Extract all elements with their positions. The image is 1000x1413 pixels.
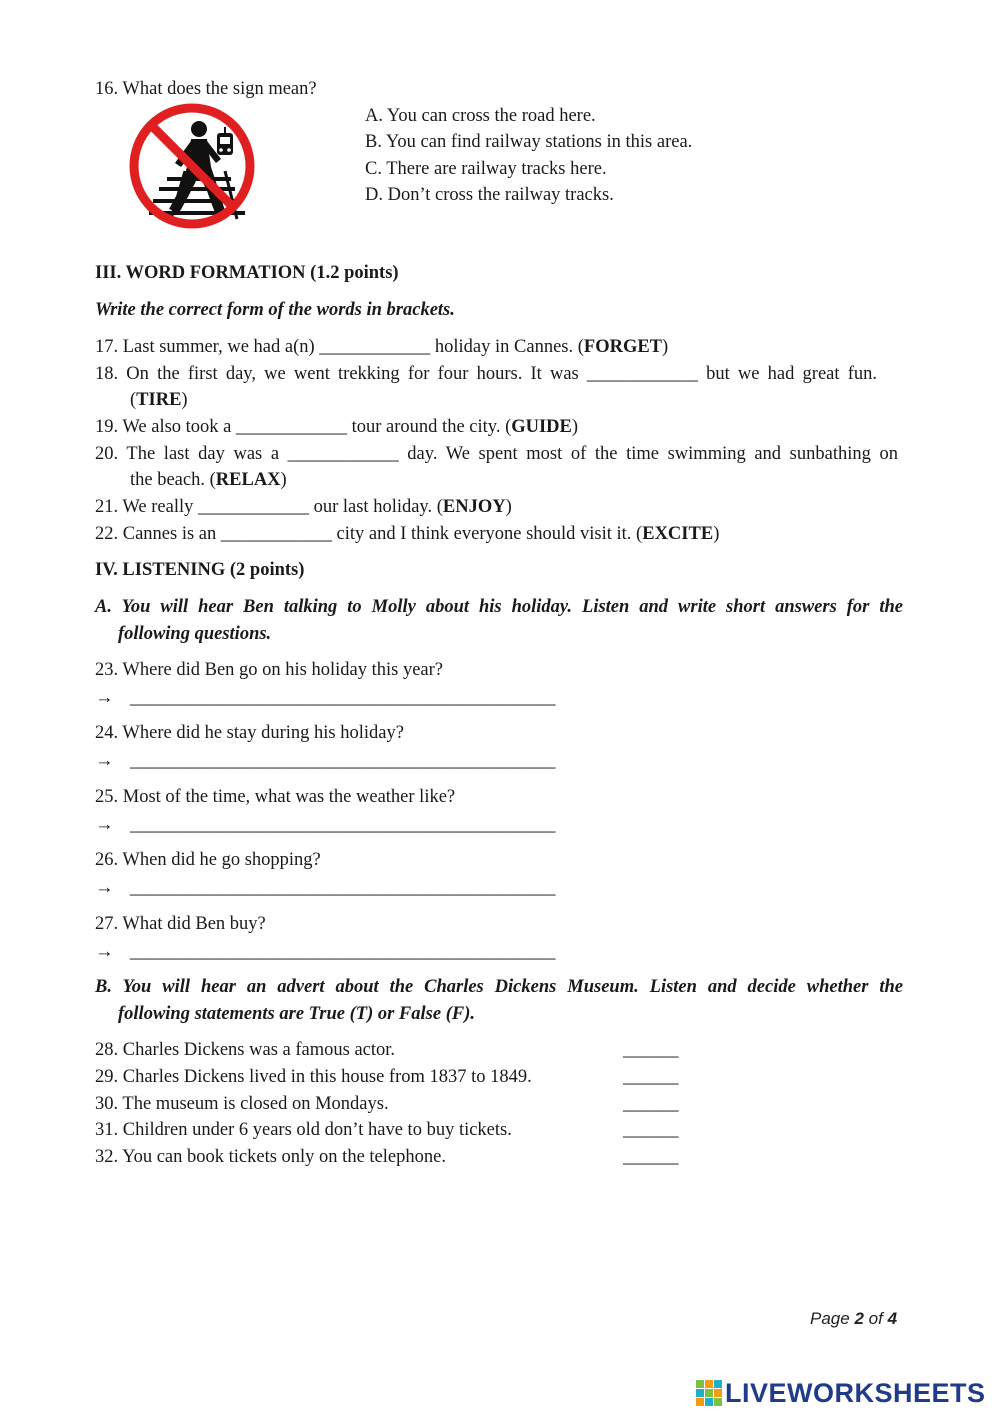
item-21: 21. We really ____________ our last holiday. (ENJOY) [95, 497, 512, 517]
brand-name: LIVEWORKSHEETS [725, 1377, 986, 1408]
liveworksheets-logo-icon [696, 1380, 722, 1406]
question-26: 26. When did he go shopping? [95, 850, 321, 870]
answer-line-23[interactable]: ______________________________________________ [130, 688, 556, 708]
question-16: 16. What does the sign mean? [95, 79, 317, 99]
part-a-instruction-line-2: following questions. [118, 624, 272, 644]
q16-option-b: B. You can find railway stations in this area. [365, 132, 693, 152]
liveworksheets-logo [696, 1376, 986, 1410]
answer-arrow: → [95, 688, 114, 708]
question-23: 23. Where did Ben go on his holiday this year? [95, 660, 444, 680]
tf-blank-30[interactable]: ______ [623, 1094, 679, 1114]
no-crossing-railway-sign-icon [127, 101, 257, 231]
part-a-instruction-line-1: A. You will hear Ben talking to Molly about his holiday. Listen and write short answers for the [95, 597, 903, 617]
item-20-line-2: the beach. (RELAX) [130, 470, 287, 490]
item-20-line-1: 20. The last day was a ____________ day. We spent most of the time swimming and sunbathing on [95, 444, 898, 464]
item-19: 19. We also took a ____________ tour around the city. (GUIDE) [95, 417, 579, 437]
page-number: Page 2 of 4 [810, 1309, 898, 1328]
statement-29: 29. Charles Dickens lived in this house from 1837 to 1849. [95, 1067, 532, 1087]
tf-blank-29[interactable]: ______ [623, 1067, 679, 1087]
section-3-instruction: Write the correct form of the words in brackets. [95, 300, 455, 320]
answer-line-27[interactable]: ______________________________________________ [130, 942, 556, 962]
statement-28: 28. Charles Dickens was a famous actor. [95, 1040, 396, 1060]
statement-32: 32. You can book tickets only on the telephone. [95, 1147, 446, 1167]
item-18-line-1: 18. On the first day, we went trekking for four hours. It was ____________ but we had great fun. [95, 364, 877, 384]
tf-blank-31[interactable]: ______ [623, 1120, 679, 1140]
part-b-instruction-line-2: following statements are True (T) or False (F). [118, 1004, 475, 1024]
section-3-heading: III. WORD FORMATION (1.2 points) [95, 263, 399, 283]
tf-blank-32[interactable]: ______ [623, 1147, 679, 1167]
item-22: 22. Cannes is an ____________ city and I think everyone should visit it. (EXCITE) [95, 524, 720, 544]
answer-line-26[interactable]: ______________________________________________ [130, 878, 556, 898]
answer-arrow: → [95, 878, 114, 898]
tf-blank-28[interactable]: ______ [623, 1040, 679, 1060]
question-24: 24. Where did he stay during his holiday? [95, 723, 404, 743]
answer-arrow: → [95, 815, 114, 835]
item-18-line-2: (TIRE) [130, 390, 188, 410]
statement-31: 31. Children under 6 years old don’t have to buy tickets. [95, 1120, 512, 1140]
answer-arrow: → [95, 942, 114, 962]
question-25: 25. Most of the time, what was the weather like? [95, 787, 456, 807]
answer-line-24[interactable]: ______________________________________________ [130, 751, 556, 771]
q16-option-a: A. You can cross the road here. [365, 106, 596, 126]
q16-option-c: C. There are railway tracks here. [365, 159, 607, 179]
answer-arrow: → [95, 751, 114, 771]
question-27: 27. What did Ben buy? [95, 914, 266, 934]
answer-line-25[interactable]: ______________________________________________ [130, 815, 556, 835]
statement-30: 30. The museum is closed on Mondays. [95, 1094, 389, 1114]
part-b-instruction-line-1: B. You will hear an advert about the Charles Dickens Museum. Listen and decide whether the [95, 977, 903, 997]
item-17: 17. Last summer, we had a(n) ____________ holiday in Cannes. (FORGET) [95, 337, 669, 357]
q16-option-d: D. Don’t cross the railway tracks. [365, 185, 614, 205]
section-4-heading: IV. LISTENING (2 points) [95, 560, 305, 580]
